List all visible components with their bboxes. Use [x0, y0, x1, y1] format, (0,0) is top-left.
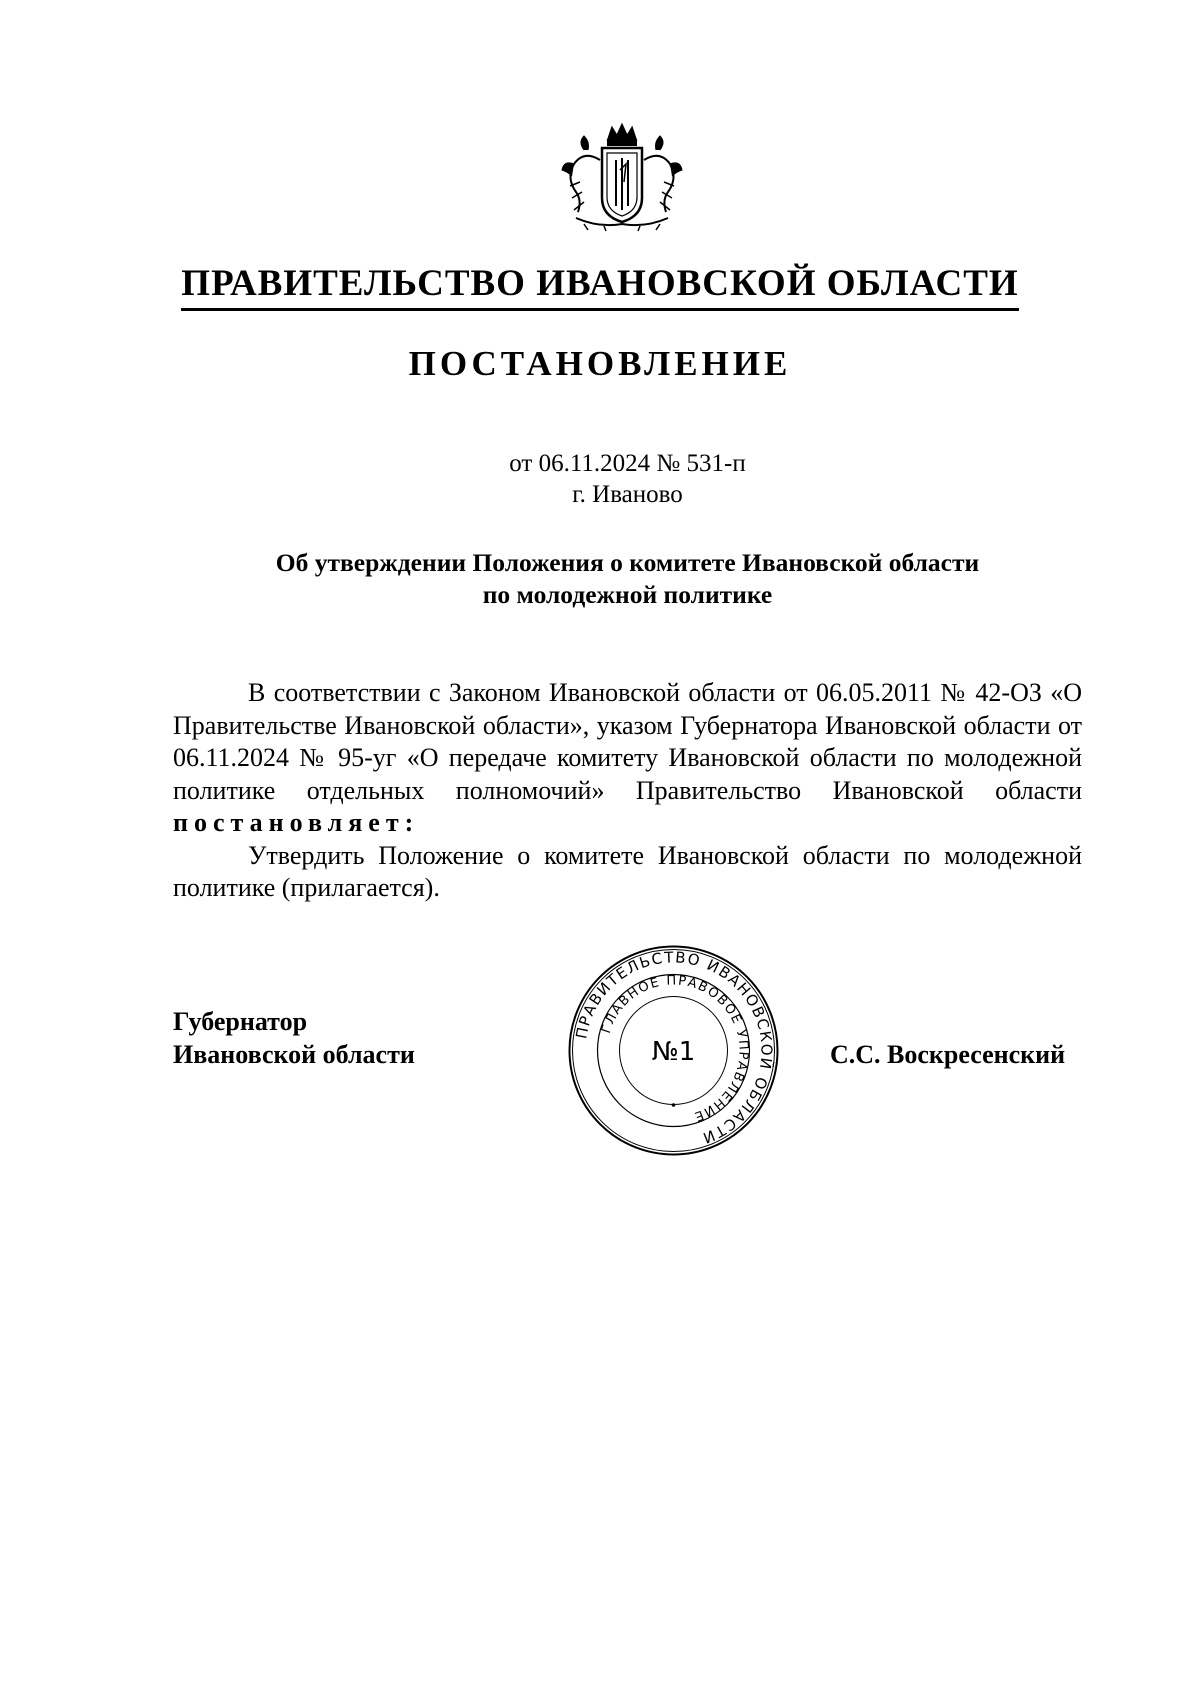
- stamp-inner-text: ГЛАВНОЕ ПРАВОВОЕ УПРАВЛЕНИЕ: [598, 973, 751, 1125]
- government-title-text: ПРАВИТЕЛЬСТВО ИВАНОВСКОЙ ОБЛАСТИ: [181, 260, 1018, 311]
- resolves-keyword: постановляет:: [173, 808, 420, 837]
- city: г. Иваново: [572, 481, 683, 508]
- body-paragraph-1: [173, 677, 1082, 840]
- stamp-number: №1: [651, 1037, 696, 1067]
- subject-line-1: Об утверждении Положения о комитете Ивановской области: [275, 548, 980, 577]
- document-meta: [0, 448, 1200, 510]
- coat-of-arms-icon: [554, 120, 690, 232]
- signatory-position: [173, 1005, 415, 1071]
- signatory-name: С.С. Воскресенский: [830, 1040, 1066, 1069]
- document-subject: [0, 547, 1200, 611]
- signatory-position-line-1: Губернатор: [173, 1007, 308, 1036]
- government-title: [0, 260, 1200, 311]
- body-paragraph-2: Утвердить Положение о комитете Ивановской области по молодежной политике (прилагается).: [173, 840, 1082, 902]
- document-body: [173, 677, 1082, 905]
- paragraph-1-text: В соответствии с Законом Ивановской области от 06.05.2011 № 42-ОЗ «О Правительстве Ивановской области», указом Губернатора Ивановской области от 06.11.2024 № 95-уг «О передаче комитету Ивановской области по молодежной политике отдельных полномочий» Правительство Ивановской области: [173, 678, 1082, 805]
- date-and-number: от 06.11.2024 № 531-п: [509, 450, 746, 477]
- stamp-outer-text: ПРАВИТЕЛЬСТВО ИВАНОВСКОЙ ОБЛАСТИ: [572, 948, 776, 1148]
- signatory-position-line-2: Ивановской области: [173, 1040, 415, 1069]
- official-stamp: [566, 943, 781, 1158]
- document-type-title: ПОСТАНОВЛЕНИЕ: [408, 344, 792, 383]
- subject-line-2: по молодежной политике: [482, 580, 773, 609]
